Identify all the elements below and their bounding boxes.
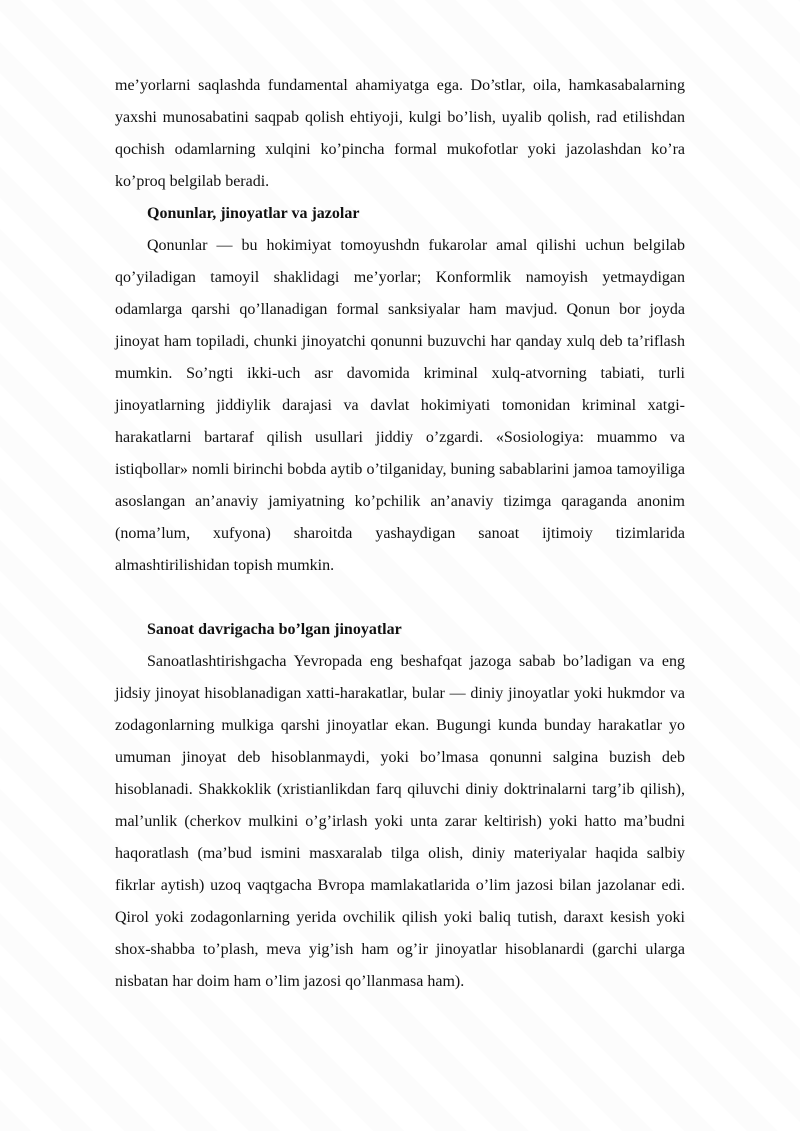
paragraph-preindustrial: Sanoatlashtirishgacha Yevropada eng beshafqat jazoga sabab bo’ladigan va eng jidsiy jinoyat hisoblanadigan xatti-harakatlar, bular — diniy jinoyatlar yoki hukmdor va zodagonlarning mulkiga qarshi jinoyatlar ekan. Bugungi kunda bunday harakatlar yo umuman jinoyat deb hisoblanmaydi, yoki bo’lmasa qonunni salgina buzish deb hisoblanadi. Shakkoklik (xristianlikdan farq qiluvchi diniy doktrinalarni targ’ib qilish), mal’unlik (cherkov mulkini o’g’irlash yoki unta zarar keltirish) yoki hatto ma’budni haqoratlash (ma’bud ismini masxaralab tilga olish, diniy materiyalar haqida salbiy fikrlar aytish) uzoq vaqtgacha Bvropa mamlakatlarida o’lim jazosi bilan jazolanar edi. Qirol yoki zodagonlarning yerida ovchilik qilish yoki baliq tutish, daraxt kesish yoki shox-shabba to’plash, meva yig’ish ham og’ir jinoyatlar hisoblanardi (garchi ularga nisbatan har doim ham o’lim jazosi qo’llanmasa ham). <box>115 653 685 990</box>
paragraph-spacer <box>115 582 685 614</box>
paragraph-laws: Qonunlar — bu hokimiyat tomoyushdn fukarolar amal qilishi uchun belgilab qo’yiladigan tamoyil shaklidagi me’yorlar; Konformlik namoyish yetmaydigan odamlarga qarshi qo’llanadigan formal sanksiyalar ham mavjud. Qonun bor joyda jinoyat ham topiladi, chunki jinoyatchi qonunni buzuvchi har qanday xulq deb ta’riflash mumkin. So’ngti ikki-uch asr davomida kriminal xulq-atvorning tabiati, turli jinoyatlarning jiddiylik darajasi va davlat hokimiyati tomonidan kriminal xatgi-harakatlarni bartaraf qilish usullari jiddiy o’zgardi. «Sosiologiya: muammo va istiqbollar» nomli birinchi bobda aytib o’tilganiday, buning sabablarini jamoa tamoyiliga asoslangan an’anaviy jamiyatning ko’pchilik an’anaviy tizimga qaraganda anonim (noma’lum, xufyona) sharoitda yashaydigan sanoat ijtimoiy tizimlarida almashtirilishidan topish mumkin. <box>115 237 685 574</box>
paragraph-continuation: me’yorlarni saqlashda fundamental ahamiyatga ega. Do’stlar, oila, hamkasabalarning yaxshi munosabatini saqpab qolish ehtiyoji, kulgi bo’lish, uyalib qolish, rad etilishdan qochish odamlarning xulqini ko’pincha formal mukofotlar yoki jazolashdan ko’ra ko’proq belgilab beradi. <box>115 77 685 190</box>
section-heading-laws: Qonunlar, jinoyatlar va jazolar <box>147 205 360 222</box>
section-heading-preindustrial: Sanoat davrigacha bo’lgan jinoyatlar <box>147 621 402 638</box>
document-body <box>115 70 685 998</box>
